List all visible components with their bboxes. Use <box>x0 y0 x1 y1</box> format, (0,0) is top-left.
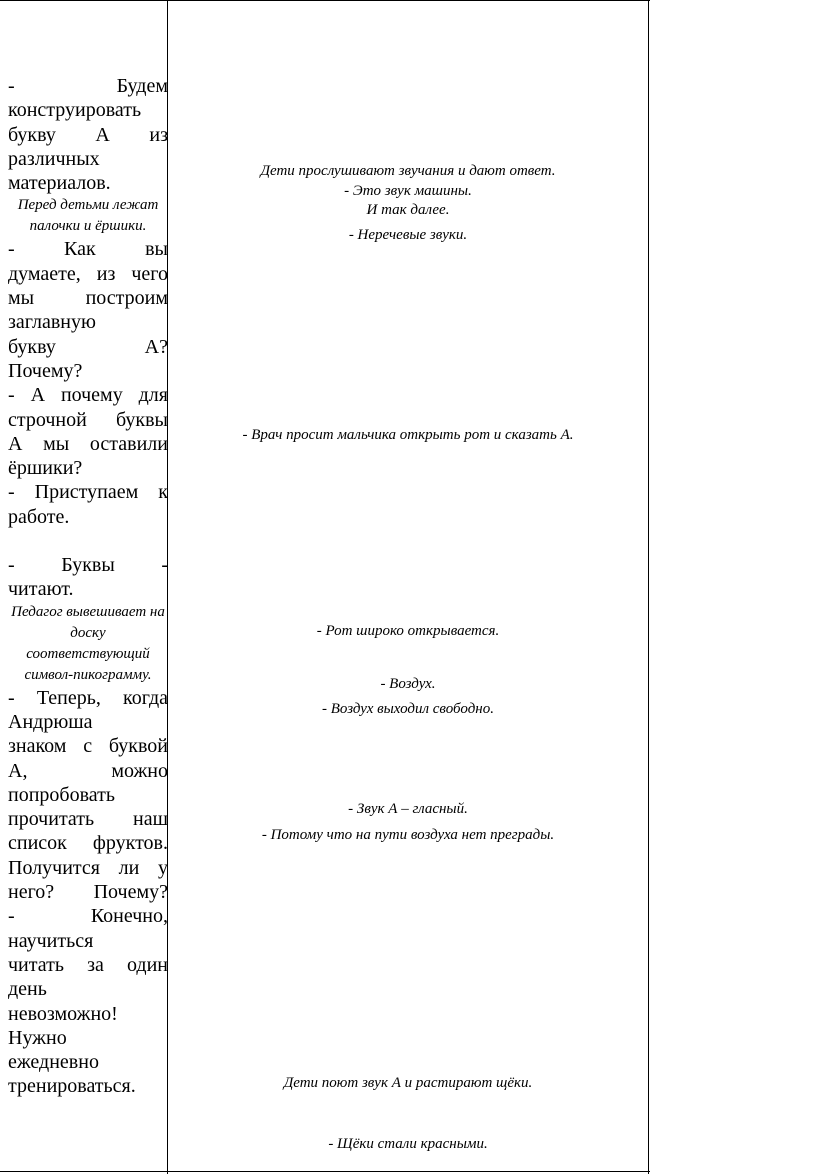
word: с <box>83 735 93 758</box>
response-text: - Щёки стали красными. <box>328 1136 488 1152</box>
response-text: - Рот широко открывается. <box>316 623 500 639</box>
word: конструировать <box>8 99 142 122</box>
word: фруктов. <box>92 832 168 855</box>
word: Теперь, <box>36 686 101 709</box>
word: мы <box>43 432 70 455</box>
word: Буквы <box>61 554 115 577</box>
word: А <box>8 432 23 455</box>
word: из <box>149 123 168 146</box>
word: из <box>96 262 116 285</box>
text-line <box>8 953 168 977</box>
teacher-text-block-4 <box>8 686 168 1099</box>
word: материалов. <box>8 172 111 195</box>
word: когда <box>123 686 168 709</box>
word: Будем <box>116 75 168 97</box>
word: научиться <box>8 929 94 952</box>
word: А <box>30 384 46 407</box>
word: один <box>126 953 168 976</box>
word: построим <box>85 287 168 310</box>
response-text: Дети поют звук А и растирают щёки. <box>283 1075 533 1091</box>
text-line <box>8 759 168 783</box>
text-line <box>8 335 168 359</box>
word: читать <box>8 953 64 976</box>
text-line <box>8 1074 168 1098</box>
response-text: - Это звук машины. <box>344 183 472 199</box>
text-line <box>8 831 168 855</box>
text-line <box>8 408 168 432</box>
word: Приступаем <box>34 481 139 504</box>
word: день <box>8 978 47 1001</box>
text-line <box>8 480 168 504</box>
text-line <box>8 286 168 310</box>
text-line <box>8 456 168 480</box>
text-line <box>8 1026 168 1050</box>
text-line <box>8 577 168 601</box>
word: А? <box>144 335 168 358</box>
word: вы <box>145 238 168 261</box>
text-line <box>8 123 168 147</box>
word: буквы <box>115 408 168 431</box>
word: думаете, <box>8 262 81 285</box>
teacher-text-block-2 <box>8 237 168 529</box>
word: Как <box>64 238 96 261</box>
word: список <box>8 832 67 855</box>
teacher-text-block-3 <box>8 553 168 602</box>
table-bottom-border <box>0 1171 650 1172</box>
word: к <box>158 481 168 504</box>
word: наш <box>133 808 168 831</box>
word: прочитать <box>8 808 95 831</box>
text-line <box>8 237 168 261</box>
text-line <box>8 383 168 407</box>
teacher-text-block-1 <box>8 74 168 195</box>
response-text: - Неречевые звуки. <box>348 227 468 243</box>
word: ежедневно <box>8 1051 99 1074</box>
word: - <box>8 905 15 928</box>
word: - <box>8 554 15 577</box>
word: Конечно, <box>90 905 168 928</box>
text-line <box>8 880 168 904</box>
word: - <box>8 75 15 97</box>
teacher-note-1: Перед детьми лежат палочки и ёршики. <box>17 197 159 235</box>
text-line <box>8 171 168 195</box>
word: у <box>157 856 168 879</box>
text-line <box>8 310 168 334</box>
response-text: - Звук А – гласный. <box>348 801 468 817</box>
response-text: - Воздух. <box>380 676 436 692</box>
word: Нужно <box>8 1026 67 1049</box>
word: попробовать <box>8 783 115 806</box>
word: ли <box>118 856 140 879</box>
word: тренироваться. <box>8 1075 136 1098</box>
text-line <box>8 359 168 383</box>
word: строчной <box>8 408 87 431</box>
text-line <box>8 929 168 953</box>
text-line <box>8 734 168 758</box>
text-line <box>8 904 168 928</box>
word: букву <box>8 123 56 146</box>
word: буквой <box>108 735 168 758</box>
text-line <box>8 505 168 529</box>
word: мы <box>8 287 35 310</box>
word: Андрюша <box>8 710 93 733</box>
word: читают. <box>8 578 74 601</box>
word: - <box>8 686 15 709</box>
word: Почему? <box>8 359 83 382</box>
word: знаком <box>8 735 67 758</box>
table-top-border <box>0 0 650 1</box>
text-line <box>8 1002 168 1026</box>
word: заглавную <box>8 311 96 334</box>
left-column <box>8 74 168 1099</box>
word: работе. <box>8 505 70 528</box>
word: Получится <box>8 856 100 879</box>
text-line <box>8 977 168 1001</box>
word: различных <box>8 147 100 170</box>
text-line <box>8 856 168 880</box>
text-line <box>8 262 168 286</box>
text-line <box>8 147 168 171</box>
text-line <box>8 807 168 831</box>
word: для <box>138 384 168 407</box>
teacher-note-2: Педагог вывешивает на доску соответствующий символ-пикограмму. <box>11 603 165 683</box>
word: за <box>87 953 104 976</box>
word: невозможно! <box>8 1002 118 1025</box>
word: А, <box>8 759 28 782</box>
text-line <box>8 783 168 807</box>
text-line <box>8 1050 168 1074</box>
text-line <box>8 432 168 456</box>
word: букву <box>8 335 56 358</box>
word: оставили <box>89 432 168 455</box>
word: - <box>8 384 15 407</box>
word: можно <box>111 759 168 782</box>
response-text: И так далее. <box>366 202 450 218</box>
word: ёршики? <box>8 457 83 480</box>
word: - <box>8 238 15 261</box>
word: Почему? <box>93 881 168 904</box>
text-line <box>8 686 168 710</box>
text-line <box>8 553 168 577</box>
response-text: - Врач просит мальчика открыть рот и сказать А. <box>242 427 574 443</box>
word: почему <box>60 384 123 407</box>
word: чего <box>131 262 168 285</box>
text-line <box>8 74 168 98</box>
table-right-border <box>648 0 649 1174</box>
text-line <box>8 98 168 122</box>
word: А <box>95 123 110 146</box>
word: - <box>8 481 15 504</box>
word: него? <box>8 881 55 904</box>
word: - <box>161 554 168 577</box>
text-line <box>8 710 168 734</box>
response-text: - Потому что на пути воздуха нет преграды. <box>261 827 555 843</box>
response-text: - Воздух выходил свободно. <box>322 701 494 717</box>
response-text: Дети прослушивают звучания и дают ответ. <box>260 163 556 179</box>
